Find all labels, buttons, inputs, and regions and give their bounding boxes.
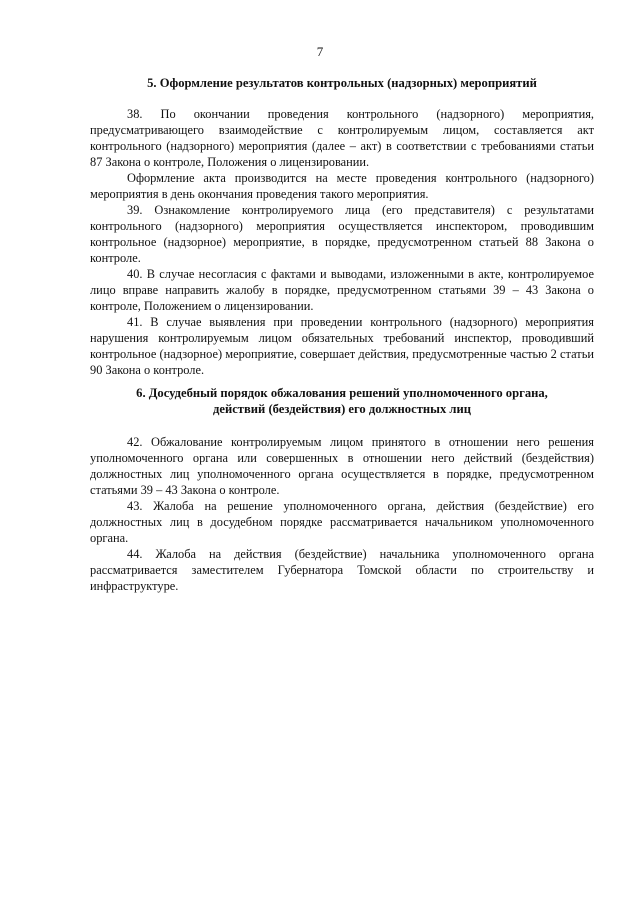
paragraph-40: 40. В случае несогласия с фактами и выводами, изложенными в акте, контролируемое лицо вправе направить жалобу в порядке, предусмотренном статьями 39 – 43 Закона о контроле, Положением о лицензировании. [90,267,594,313]
paragraph-42: 42. Обжалование контролируемым лицом принятого в отношении него решения уполномоченного органа или совершенных в отношении него действий (бездействия) должностных лиц уполномоченного органа осуществляется в порядке, предусмотренном статьями 39 – 43 Закона о контроле. [90,435,594,497]
paragraph-44: 44. Жалоба на действия (бездействие) начальника уполномоченного органа рассматривается заместителем Губернатора Томской области по строительству и инфраструктуре. [90,547,594,593]
paragraph-41: 41. В случае выявления при проведении контрольного (надзорного) мероприятия нарушения контролируемым лицом обязательных требований инспектор, проводивший контрольное (надзорное) мероприятие, совершает действия, предусмотренные частью 2 статьи 90 Закона о контроле. [90,315,594,377]
paragraph-43: 43. Жалоба на решение уполномоченного органа, действия (бездействие) его должностных лиц в досудебном порядке рассматривается начальником уполномоченного органа. [90,499,594,545]
section-5 [90,75,594,378]
paragraph-39: 39. Ознакомление контролируемого лица (его представителя) с результатами контрольного (надзорного) мероприятия осуществляется инспектором, проводившим контрольное (надзорное) мероприятие, в порядке, предусмотренном статьей 88 Закона о контроле. [90,203,594,265]
section-6-title-line-1: 6. Досудебный порядок обжалования решений уполномоченного органа, [136,386,548,400]
page-number: 7 [316,44,324,59]
paragraph-act-registration: Оформление акта производится на месте проведения контрольного (надзорного) мероприятия в день окончания проведения такого мероприятия. [90,171,594,201]
section-5-title: 5. Оформление результатов контрольных (надзорных) мероприятий [147,76,537,90]
section-6-title [90,385,594,417]
paragraph-38: 38. По окончании проведения контрольного (надзорного) мероприятия, предусматривающего взаимодействие с контролируемым лицом, составляется акт контрольного (надзорного) мероприятия (далее – акт) в соответствии с требованиями статьи 87 Закона о контроле, Положения о лицензировании. [90,107,594,169]
section-6 [90,385,594,594]
section-6-title-line-2: действий (бездействия) его должностных лиц [213,402,471,416]
